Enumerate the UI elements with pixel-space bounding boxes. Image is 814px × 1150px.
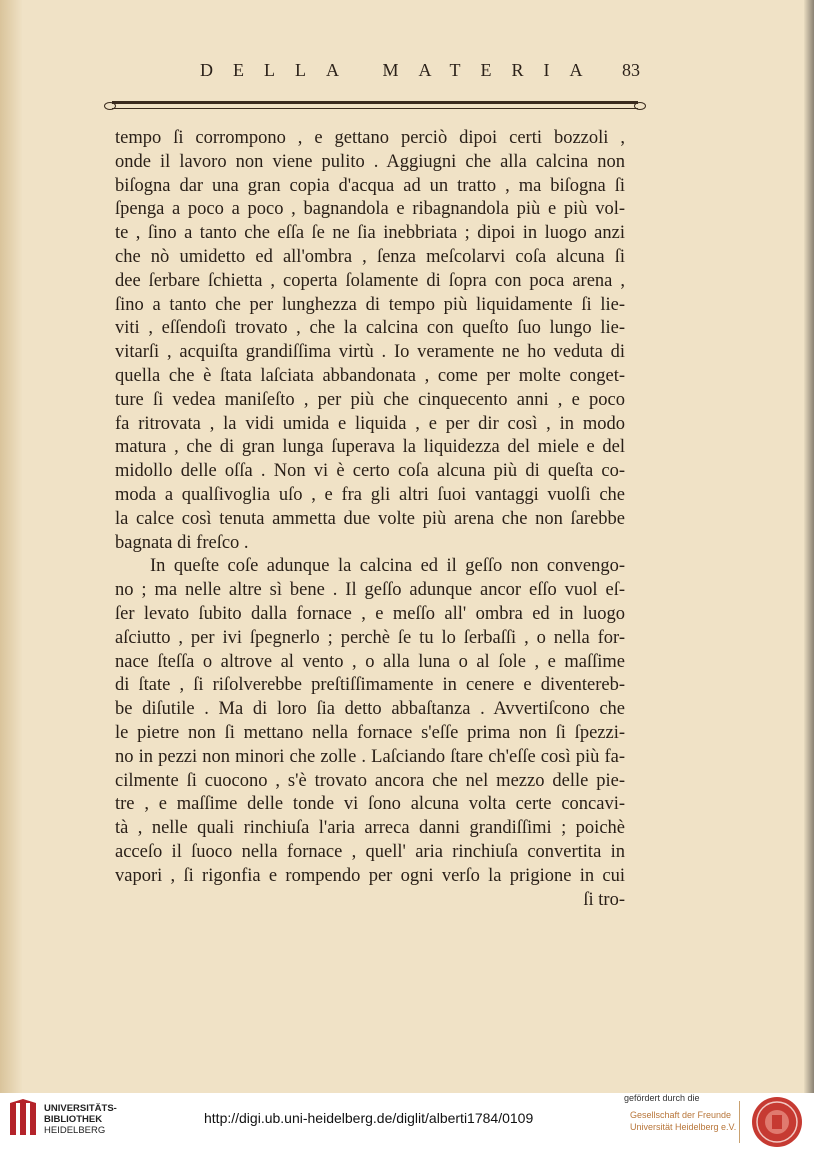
text-line: be diſutile . Ma di loro ſia detto abbaſtanza . Avvertiſcono che [115, 699, 625, 720]
text-line: tempo ſi corrompono , e gettano perciò dipoi certi bozzoli , [115, 128, 625, 148]
text-line: nace ſteſſa o altrove al vento , o alla luna o al ſole , e maſſime [115, 651, 625, 672]
sponsor-name [630, 1110, 736, 1133]
sponsor-divider [739, 1101, 740, 1143]
text-line: midollo delle oſſa . Non vi è certo coſa alcuna più di queſta co- [115, 461, 625, 482]
library-name [44, 1103, 117, 1136]
running-head: DELLA MATERIA [200, 60, 603, 80]
text-line: fa ritrovata , la vidi umida e liquida , e per dir così , in modo [115, 413, 625, 434]
sponsor-line-2: Universität Heidelberg e.V. [630, 1121, 737, 1132]
sponsor-line-1: Gesellschaft der Freunde [630, 1110, 732, 1120]
page-header [200, 60, 640, 90]
library-line-1: UNIVERSITÄTS- [44, 1103, 117, 1114]
text-line: no ; ma nelle altre sì bene . Il geſſo adunque ancor eſſo vuol eſ- [115, 580, 625, 601]
text-line: vitarſi , acquiſta grandiſſima virtù . Io veramente ne ho veduta di [115, 342, 625, 363]
text-line: cilmente ſi cuocono , s'è trovato ancora che nel mezzo delle pie- [115, 770, 625, 791]
text-line: te , ſino a tanto che eſſa ſe ne ſia inebbriata ; dipoi in luogo anzi [115, 223, 625, 244]
text-line: no in pezzi non minori che zolle . Laſciando ſtare ch'eſſe così più fa- [115, 746, 625, 767]
text-line: viti , eſſendoſi trovato , che la calcina con queſto ſuo lungo lie- [115, 318, 625, 339]
text-line: le pietre non ſi mettano nella fornace s'eſſe prima non ſi ſpezzi- [115, 722, 625, 743]
page-edge-left [0, 0, 22, 1093]
text-line: di ſtate , ſi riſolverebbe preſtiſſimamente in cenere e diventereb- [115, 675, 625, 696]
text-line: ſer levato ſubito dalla fornace , e meſſo all' ombra ed in luogo [115, 603, 625, 624]
library-line-3: HEIDELBERG [44, 1125, 106, 1136]
body-text [115, 127, 625, 912]
text-line: che nò umidetto ed all'ombra , ſenza meſcolarvi coſa alcuna ſi [115, 246, 625, 267]
text-line: la calce così tenuta ammetta due volte più arena che non ſarebbe [115, 508, 625, 529]
library-line-2: BIBLIOTHEK [44, 1114, 103, 1125]
permalink-url[interactable]: http://digi.ub.uni-heidelberg.de/diglit/alberti1784/0109 [204, 1110, 534, 1126]
text-line: In queſte coſe adunque la calcina ed il geſſo non convengo- [150, 556, 625, 577]
text-line: matura , che di gran lunga ſuperava la liquidezza del miele e del [115, 437, 625, 458]
page-edge-right [804, 0, 814, 1093]
text-line: tà , nelle quali rinchiuſa l'aria arreca danni grandiſſimi ; poichè [115, 818, 625, 839]
text-line: quella che è ſtata laſciata abbandonata , come per molte conget- [115, 365, 625, 386]
text-line: tre , e maſſime delle tonde vi ſono alcuna volta certe concavi- [115, 794, 625, 815]
text-line: biſogna dar una gran copia d'acqua ad un tratto , ma biſogna ſi [115, 175, 625, 196]
page-number: 83 [622, 60, 640, 80]
header-rule [112, 101, 638, 109]
text-line: dee ſerbare ſchietta , coperta ſolamente di ſopra con poca arena , [115, 270, 625, 291]
text-line: ſpenga a poco a poco , bagnandola e ribagnandola più e più vol- [115, 199, 625, 220]
footer-bar [0, 1093, 814, 1150]
text-line: aſciutto , per ivi ſpegnerlo ; perchè ſe tu lo ſerbaſſi , o nella for- [115, 627, 625, 648]
text-line: ſino a tanto che per lunghezza di tempo più liquidamente ſi lie- [115, 294, 625, 315]
catchword: ſi tro- [583, 889, 625, 910]
text-line: onde il lavoro non viene pulito . Aggiugni che alla calcina non [115, 151, 625, 172]
text-line: vapori , ſi rigonfia e rompendo per ogni verſo la prigione in cui [115, 865, 625, 886]
text-line: bagnata di freſco . [115, 532, 249, 553]
ub-heidelberg-logo-icon [8, 1099, 38, 1139]
text-line: moda a qualſivoglia uſo , e fra gli altri ſuoi vantaggi vuolſi che [115, 484, 625, 505]
text-line: ture ſi vedea maniſeſto , per più che cinquecento anni , e poco [115, 389, 625, 410]
university-seal-icon [750, 1095, 804, 1149]
text-line: acceſo il ſuoco nella fornace , quell' aria rinchiuſa convertita in [115, 841, 625, 862]
sponsor-label: gefördert durch die [624, 1093, 700, 1103]
